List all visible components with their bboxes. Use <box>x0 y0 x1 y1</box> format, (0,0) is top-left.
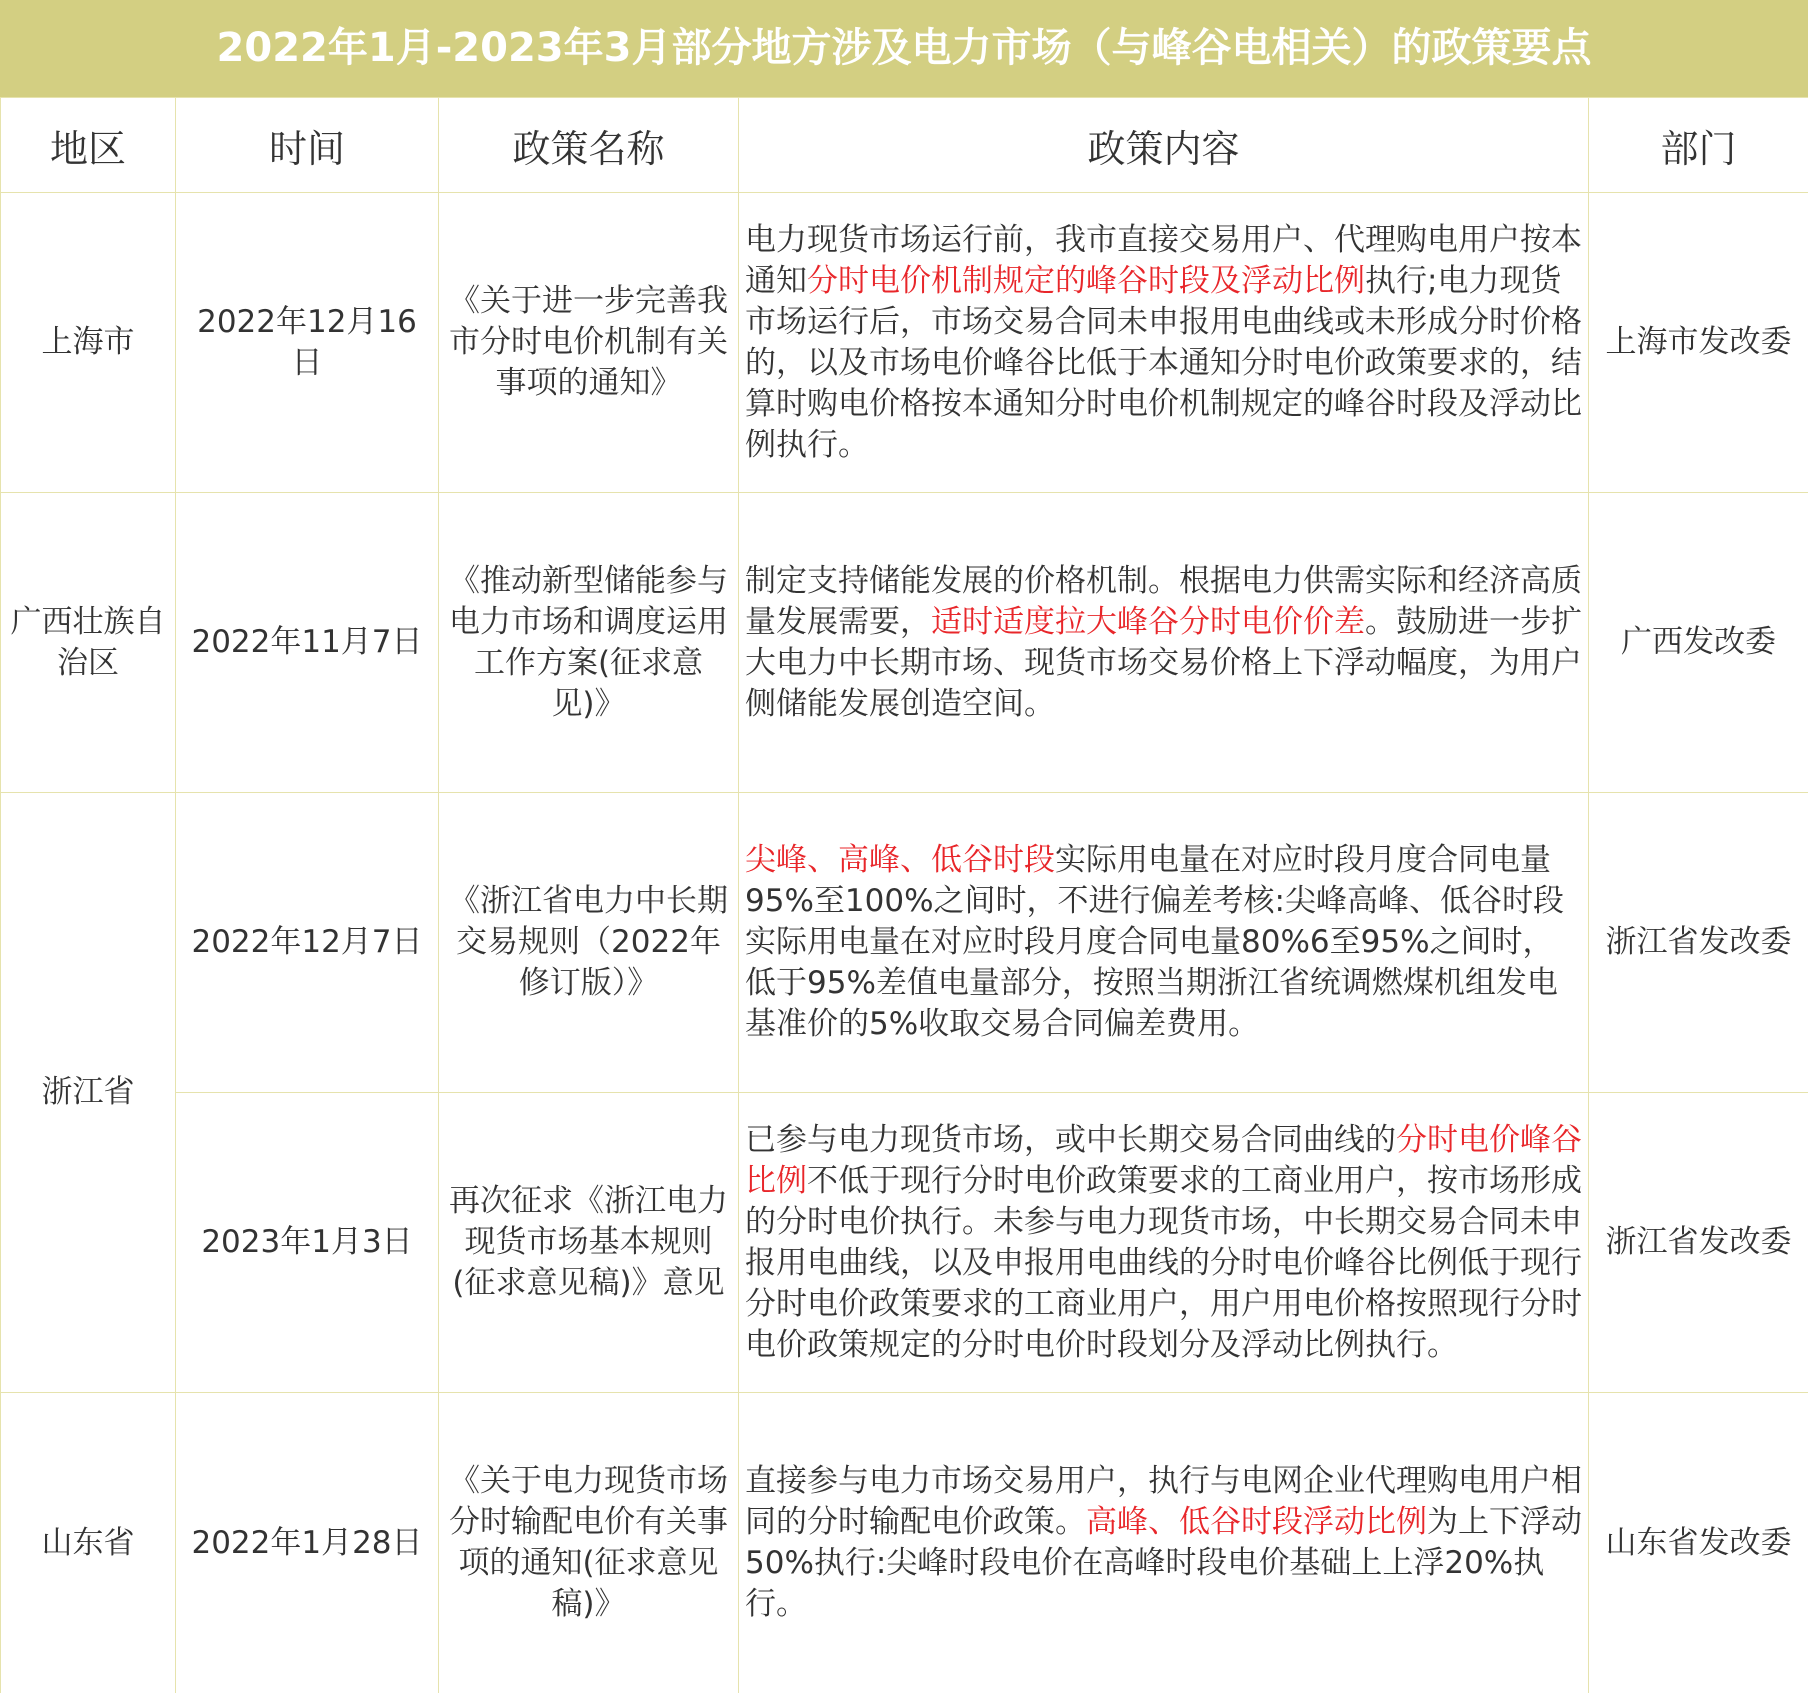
content-text: 为上下浮动50%执行:尖峰时段电价在高峰时段电价基础上上浮20%执行。 <box>745 1504 1582 1622</box>
content-text: 执行;电力现货市场运行后，市场交易合同未申报用电曲线或未形成分时价格的，以及市场电价峰谷比低于本通知分时电价政策要求的，结算时购电价格按本通知分时电价机制规定的峰谷时段及浮动比例执行。 <box>745 262 1582 463</box>
content-text: 不低于现行分时电价政策要求的工商业用户，按市场形成的分时电价执行。未参与电力现货市场，中长期交易合同未申报用电曲线，以及申报用电曲线的分时电价峰谷比例低于现行分时电价政策要求的工商业用户，用户用电价格按照现行分时电价政策规定的分时电价时段划分及浮动比例执行。 <box>745 1162 1582 1363</box>
table-row <box>1 793 1808 1093</box>
region-cell: 浙江省 <box>1 793 176 1393</box>
header-region: 地区 <box>1 98 176 193</box>
table-row <box>1 193 1808 493</box>
content-highlight: 尖峰、高峰、低谷时段 <box>745 842 1055 878</box>
table-row <box>1 493 1808 793</box>
content-highlight: 分时电价峰谷比例 <box>745 1121 1582 1199</box>
time-cell: 2022年12月7日 <box>176 793 439 1093</box>
content-text: 直接参与电力市场交易用户，执行与电网企业代理购电用户相同的分时输配电价政策。 <box>745 1463 1582 1540</box>
policy-name-cell: 《推动新型储能参与电力市场和调度运用工作方案(征求意见)》 <box>439 493 739 793</box>
content-text: 制定支持储能发展的价格机制。根据电力供需实际和经济高质量发展需要， <box>745 562 1582 640</box>
region-cell: 山东省 <box>1 1393 176 1693</box>
policy-content-cell <box>739 1393 1589 1693</box>
policy-name-cell: 《浙江省电力中长期交易规则（2022年修订版）》 <box>439 793 739 1093</box>
dept-cell: 广西发改委 <box>1589 493 1808 793</box>
time-cell: 2022年1月28日 <box>176 1393 439 1693</box>
table-row <box>1 1393 1808 1693</box>
header-time: 时间 <box>176 98 439 193</box>
content-text: 实际用电量在对应时段月度合同电量95%至100%之间时，不进行偏差考核:尖峰高峰、低谷时段实际用电量在对应时段月度合同电量80%6至95%之间时，低于95%差值电量部分，按照当期浙江省统调燃煤机组发电基准价的5%收取交易合同偏差费用。 <box>745 842 1564 1042</box>
content-highlight: 分时电价机制规定的峰谷时段及浮动比例 <box>807 262 1365 299</box>
time-cell: 2022年11月7日 <box>176 493 439 793</box>
time-cell: 2022年12月16日 <box>176 193 439 493</box>
header-name: 政策名称 <box>439 98 739 193</box>
header-content: 政策内容 <box>739 98 1589 193</box>
policy-content-cell <box>739 493 1589 793</box>
policy-content-cell <box>739 193 1589 493</box>
dept-cell: 浙江省发改委 <box>1589 793 1808 1093</box>
policy-name-cell: 《关于电力现货市场分时输配电价有关事项的通知(征求意见稿)》 <box>439 1393 739 1693</box>
region-cell: 广西壮族自治区 <box>1 493 176 793</box>
dept-cell: 山东省发改委 <box>1589 1393 1808 1693</box>
table-title: 2022年1月-2023年3月部分地方涉及电力市场（与峰谷电相关）的政策要点 <box>0 0 1808 97</box>
header-row <box>1 98 1808 193</box>
content-highlight: 适时适度拉大峰谷分时电价价差 <box>931 603 1365 640</box>
content-text: 已参与电力现货市场，或中长期交易合同曲线的 <box>745 1121 1396 1158</box>
policy-name-cell: 《关于进一步完善我市分时电价机制有关事项的通知》 <box>439 193 739 493</box>
dept-cell: 上海市发改委 <box>1589 193 1808 493</box>
policy-name-cell: 再次征求《浙江电力现货市场基本规则(征求意见稿)》意见 <box>439 1093 739 1393</box>
region-cell: 上海市 <box>1 193 176 493</box>
policy-content-cell <box>739 1093 1589 1393</box>
policy-table <box>0 97 1808 1693</box>
header-dept: 部门 <box>1589 98 1808 193</box>
dept-cell: 浙江省发改委 <box>1589 1093 1808 1393</box>
time-cell: 2023年1月3日 <box>176 1093 439 1393</box>
content-text: 电力现货市场运行前，我市直接交易用户、代理购电用户按本通知 <box>745 221 1582 299</box>
content-highlight: 高峰、低谷时段浮动比例 <box>1086 1504 1427 1540</box>
policy-content-cell <box>739 793 1589 1093</box>
table-row <box>1 1093 1808 1393</box>
content-text: 。鼓励进一步扩大电力中长期市场、现货市场交易价格上下浮动幅度，为用户侧储能发展创造空间。 <box>745 603 1582 722</box>
